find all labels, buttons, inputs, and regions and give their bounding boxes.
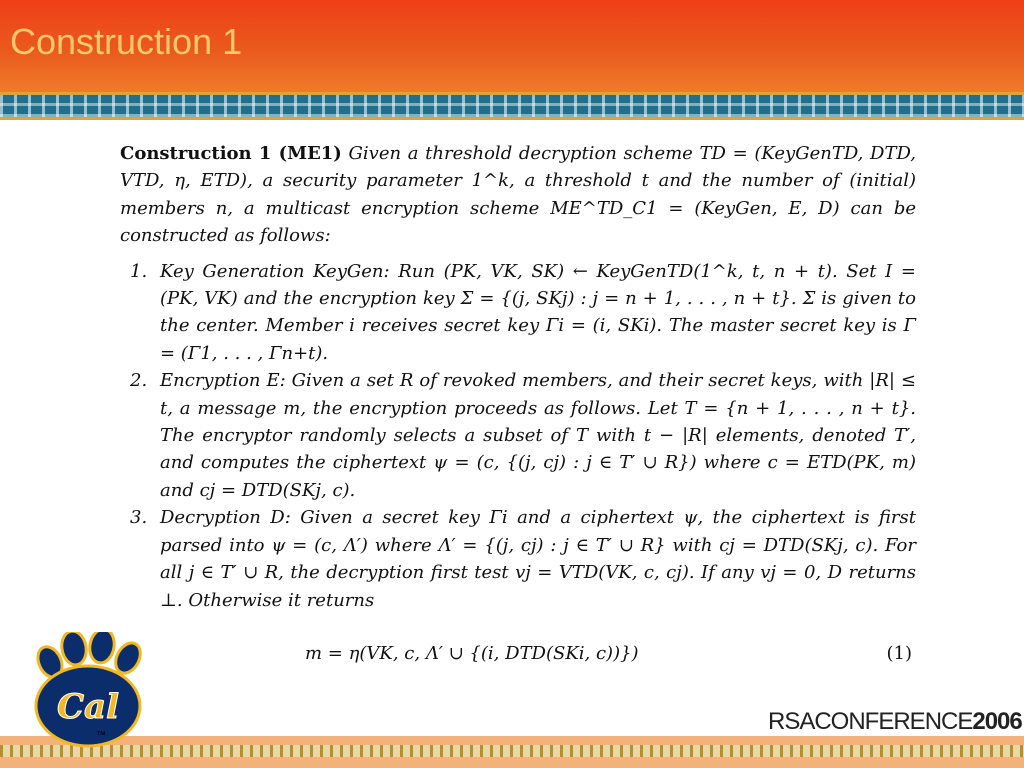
equation: m = η(VK, c, Λ′ ∪ {(i, DTD(SKi, c))}): [305, 642, 639, 664]
sponsor-year: 2006: [972, 708, 1022, 735]
rsa-conference-logo: [768, 708, 1022, 736]
item-number: 3.: [130, 507, 148, 529]
header-banner: [0, 0, 1024, 92]
intro-paragraph: [120, 140, 916, 250]
trademark-symbol: ™: [96, 730, 106, 741]
equation-row: [120, 630, 916, 670]
item-number: 2.: [130, 370, 148, 392]
equation-number: (1): [886, 642, 912, 664]
decorative-band-bottom: [0, 736, 1024, 768]
item-text: Decryption D: Given a secret key Γi and a ciphertext ψ, the ciphertext is first parsed into ψ = (c, Λ′) where Λ′ = {(j, cj) : j ∈ T′ ∪ R} with cj = DTD(SKj, c). For all j ∈ T′ ∪ R, the decryption first test vj = VTD(VK, c, cj). If any vj = 0, D returns ⊥. Otherwise it returns: [160, 507, 916, 611]
intro-text: Given a threshold decryption scheme TD = (KeyGenTD, DTD, VTD, η, ETD), a security parameter 1^k, a threshold t and the number of (initial) members n, a multicast encryption scheme ME^TD_C1 = (KeyGen, E, D) can be constructed as follows:: [120, 143, 916, 247]
item-text: Key Generation KeyGen: Run (PK, VK, SK) ← KeyGenTD(1^k, t, n + t). Set I = (PK, VK) and the encryption key Σ = {(j, SKj) : j = n + 1, . . . , n + t}. Σ is given to the center. Member i receives secret key Γi = (i, SKi). The master secret key is Γ = (Γ1, . . . , Γn+t).: [160, 260, 916, 364]
item-number: 1.: [130, 260, 148, 282]
checker-pattern: [0, 95, 1024, 117]
item-text: Encryption E: Given a set R of revoked members, and their secret keys, with |R| ≤ t, a message m, the encryption proceeds as follows. Let T = {n + 1, . . . , n + t}. The encryptor randomly selects a subset of T with t − |R| elements, denoted T′, and computes the ciphertext ψ = (c, {(j, cj) : j ∈ T′ ∪ R}) where c = ETD(PK, m) and cj = DTD(SKj, c).: [160, 370, 916, 501]
decorative-band-top: [0, 92, 1024, 120]
svg-text:Cal: Cal: [56, 687, 120, 727]
border-pattern: [0, 745, 1024, 757]
construction-text: [120, 140, 916, 670]
list-item: [130, 367, 916, 504]
list-item: [130, 258, 916, 368]
cal-bear-paw-logo: [30, 632, 150, 750]
sponsor-name: RSACONFERENCE: [768, 708, 973, 735]
slide-title: Construction 1: [10, 21, 243, 62]
construction-heading: Construction 1 (ME1): [120, 143, 342, 164]
steps-list: [120, 258, 916, 614]
band-edge: [0, 117, 1024, 120]
list-item: [130, 504, 916, 614]
